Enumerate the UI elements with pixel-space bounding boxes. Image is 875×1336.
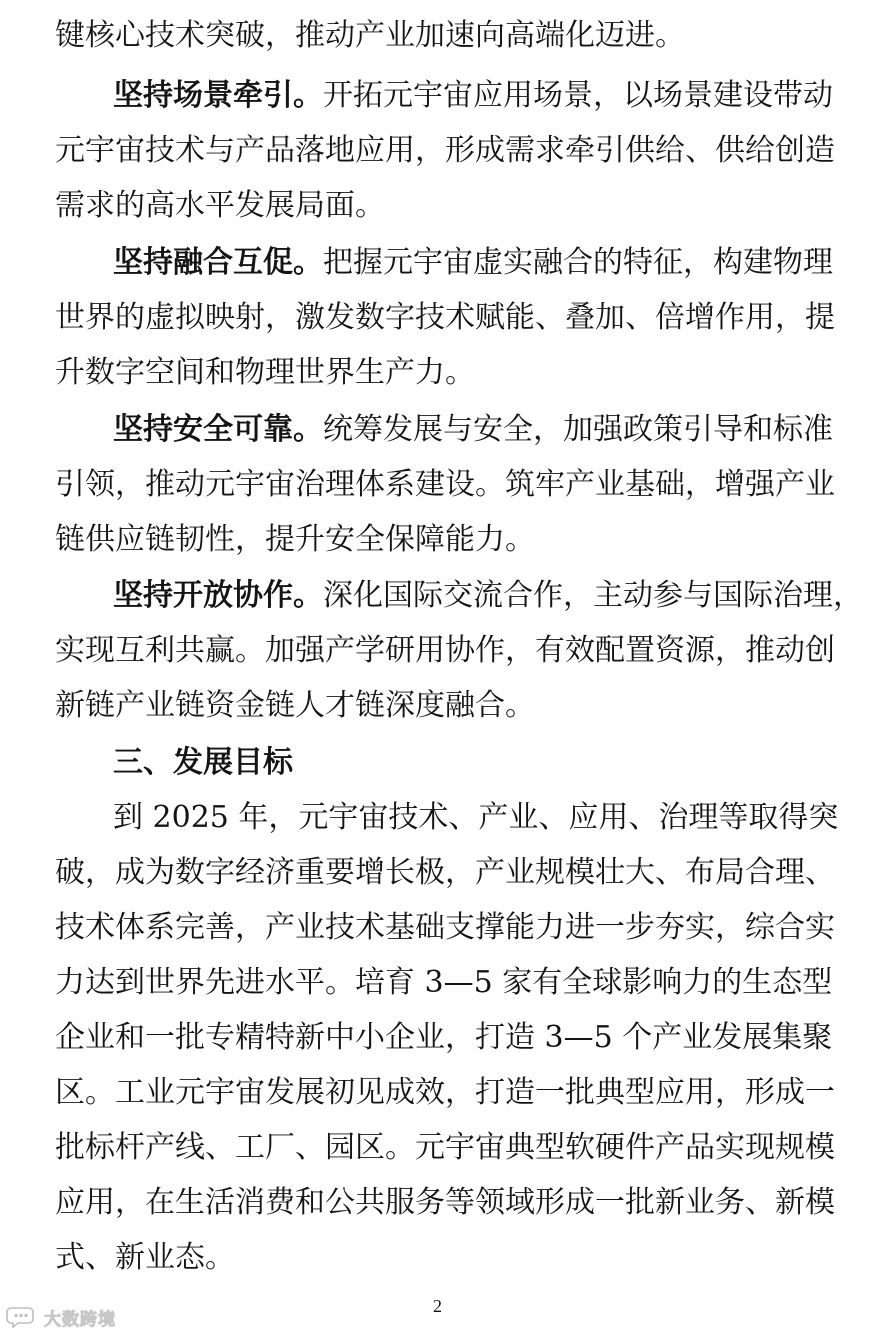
line-text: 世界的虚拟映射，激发数字技术赋能、叠加、倍增作用，提	[55, 300, 835, 335]
line-text: 升数字空间和物理世界生产力。	[55, 355, 475, 390]
paragraph-line	[55, 10, 825, 62]
principle-paragraph-scenario	[113, 70, 833, 122]
paragraph-line	[55, 125, 835, 177]
line-text: 新链产业链资金链人才链深度融合。	[55, 688, 535, 723]
goal-line: 式、新业态。	[55, 1240, 235, 1275]
paragraph-line	[55, 680, 825, 732]
goal-line: 区。工业元宇宙发展初见成效，打造一批典型应用，形成一	[55, 1075, 835, 1110]
watermark	[6, 1304, 116, 1330]
line-text: 统筹发展与安全，加强政策引导和标准	[323, 412, 833, 447]
paragraph-line	[55, 347, 825, 399]
goal-line: 到 2025 年，元宇宙技术、产业、应用、治理等取得突	[113, 800, 839, 835]
speech-bubble-logo-icon	[6, 1305, 40, 1329]
line-text: 需求的高水平发展局面。	[55, 188, 385, 223]
goal-line: 企业和一批专精特新中小企业，打造 3—5 个产业发展集聚	[55, 1020, 833, 1055]
principle-paragraph-security	[113, 404, 833, 456]
goal-line: 力达到世界先进水平。培育 3—5 家有全球影响力的生态型	[55, 965, 833, 1000]
line-text: 实现互利共赢。加强产学研用协作，有效配置资源，推动创	[55, 633, 835, 668]
goal-line: 应用，在生活消费和公共服务等领域形成一批新业务、新模	[55, 1185, 835, 1220]
goal-line: 破，成为数字经济重要增长极，产业规模壮大、布局合理、	[55, 855, 835, 890]
paragraph-line	[55, 292, 835, 344]
line-text: 开拓元宇宙应用场景，以场景建设带动	[323, 78, 833, 113]
section-heading: 三、发展目标	[113, 745, 293, 780]
line-text: 深化国际交流合作，主动参与国际治理，	[323, 578, 863, 613]
line-text: 键核心技术突破，推动产业加速向高端化迈进。	[55, 18, 685, 53]
line-text: 链供应链韧性，提升安全保障能力。	[55, 522, 535, 557]
principle-title: 坚持融合互促。	[113, 245, 323, 280]
watermark-text: 大数跨境	[44, 1309, 116, 1330]
goal-line: 技术体系完善，产业技术基础支撑能力进一步夯实，综合实	[55, 910, 835, 945]
paragraph-line	[55, 625, 835, 677]
line-text: 把握元宇宙虚实融合的特征，构建物理	[323, 245, 833, 280]
principle-paragraph-fusion	[113, 237, 833, 289]
principle-title: 坚持安全可靠。	[113, 412, 323, 447]
line-text: 元宇宙技术与产品落地应用，形成需求牵引供给、供给创造	[55, 133, 835, 168]
line-text: 引领，推动元宇宙治理体系建设。筑牢产业基础，增强产业	[55, 467, 835, 502]
principle-title: 坚持场景牵引。	[113, 78, 323, 113]
paragraph-line	[55, 514, 825, 566]
principle-paragraph-openness	[113, 570, 863, 622]
paragraph-line	[55, 180, 825, 232]
goal-line: 批标杆产线、工厂、园区。元宇宙典型软硬件产品实现规模	[55, 1130, 835, 1165]
principle-title: 坚持开放协作。	[113, 578, 323, 613]
paragraph-line	[55, 459, 835, 511]
page-number: 2	[433, 1296, 442, 1316]
